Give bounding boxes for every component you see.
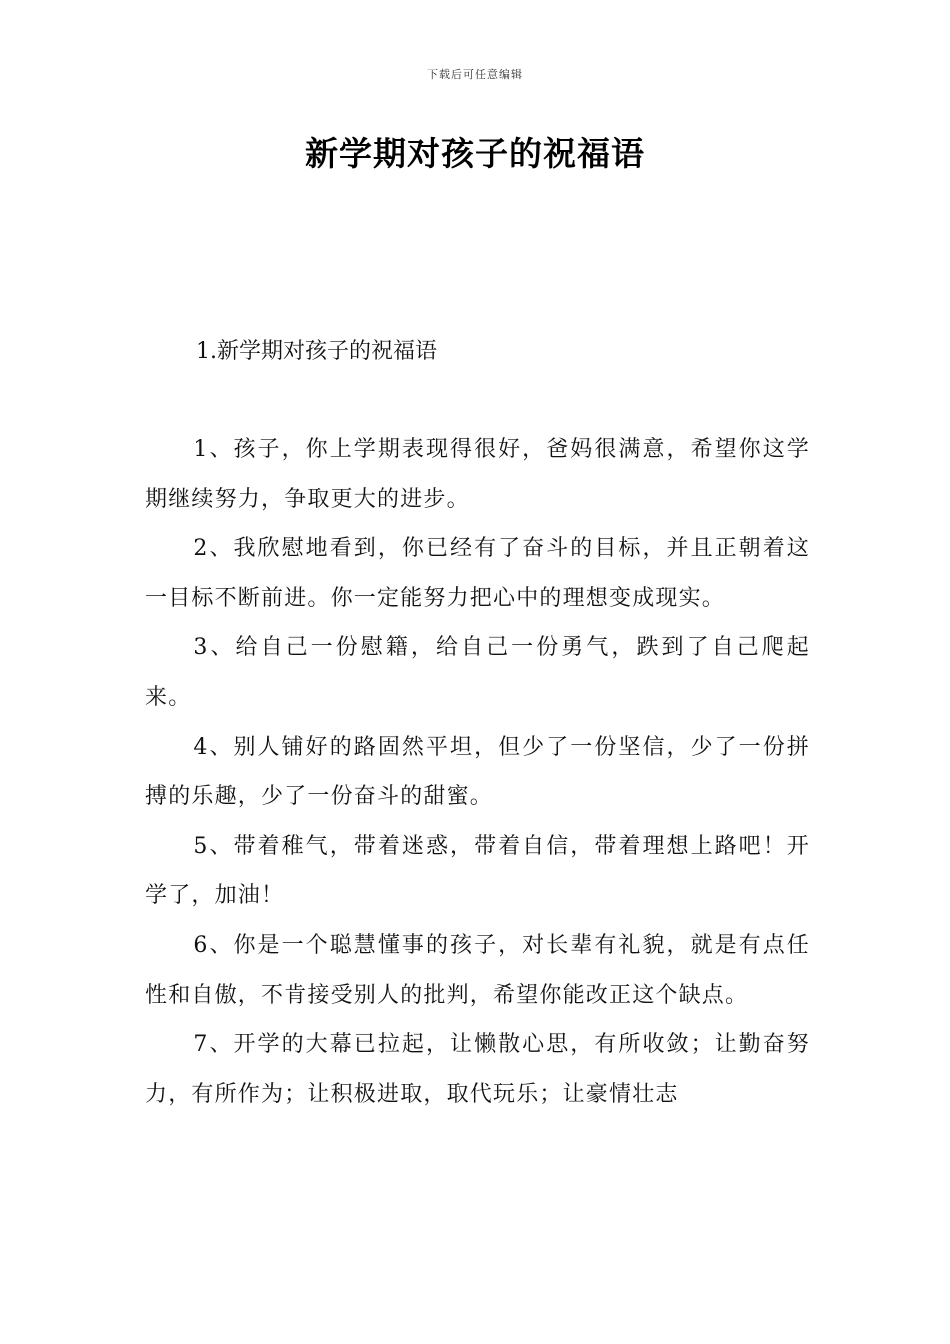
header-note: 下载后可任意编辑 <box>427 68 523 81</box>
document-body <box>145 425 810 1119</box>
paragraph-1: 1、孩子，你上学期表现得很好，爸妈很满意，希望你这学期继续努力，争取更大的进步。 <box>145 437 810 512</box>
document-title: 新学期对孩子的祝福语 <box>305 134 645 173</box>
paragraph-4: 4、别人铺好的路固然平坦，但少了一份坚信，少了一份拼搏的乐趣，少了一份奋斗的甜蜜。 <box>145 734 810 810</box>
section-heading: 1.新学期对孩子的祝福语 <box>196 339 437 364</box>
paragraph-3: 3、给自己一份慰籍，给自己一份勇气，跌到了自己爬起来。 <box>145 635 810 710</box>
paragraph-2: 2、我欣慰地看到，你已经有了奋斗的目标，并且正朝着这一目标不断前进。你一定能努力把心中的理想变成现实。 <box>145 536 810 611</box>
paragraph-6: 6、你是一个聪慧懂事的孩子，对长辈有礼貌，就是有点任性和自傲，不肯接受别人的批判，希望你能改正这个缺点。 <box>145 932 810 1008</box>
paragraph-7: 7、开学的大幕已拉起，让懒散心思，有所收敛；让勤奋努力，有所作为；让积极进取，取代玩乐；让豪情壮志 <box>145 1032 810 1107</box>
paragraph-5: 5、带着稚气，带着迷惑，带着自信，带着理想上路吧！开学了，加油！ <box>145 833 810 909</box>
